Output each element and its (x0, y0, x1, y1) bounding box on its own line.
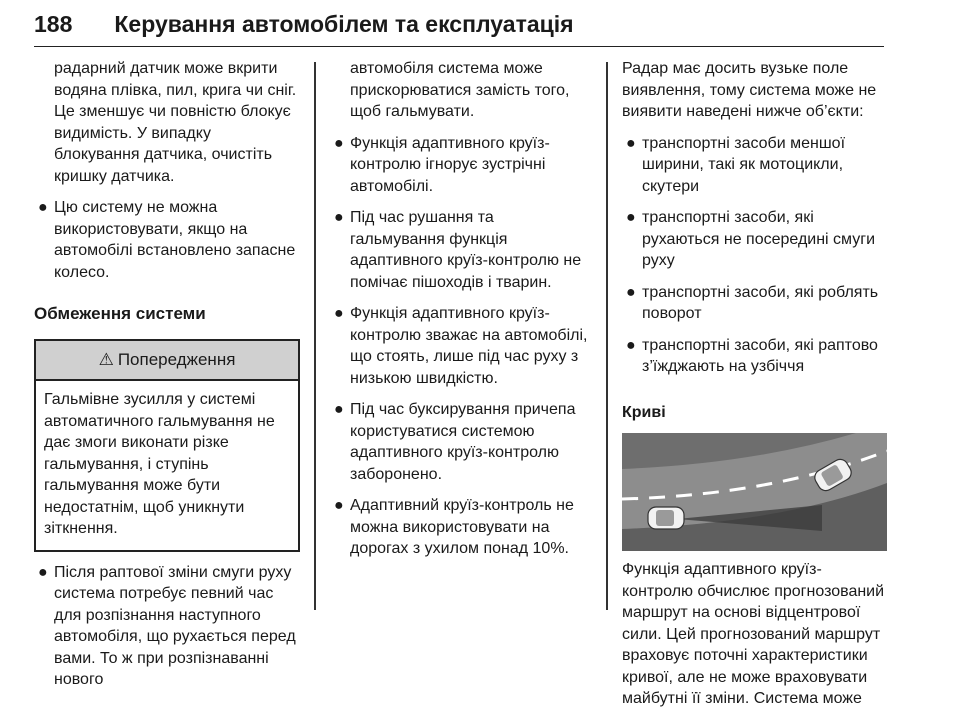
bullet-icon: ● (334, 209, 344, 226)
paragraph-continued: автомобіля система може прискорюватися замість того, щоб гальмувати. (350, 60, 570, 120)
list-item-text: транспортні засоби, які раптово з’їжджають на узбіччя (642, 336, 878, 375)
paragraph-intro: радарний датчик може вкрити водяна плівка, пил, крига чи сніг. Це зменшує чи повністю блокує видимість. У випадку блокування датчика, очистіть кришку датчика. (54, 60, 297, 185)
list-item (622, 335, 887, 378)
warning-box (34, 339, 300, 552)
list-item (622, 133, 887, 198)
list-item (330, 133, 590, 198)
bullet-icon: ● (626, 283, 636, 301)
list-item (330, 303, 590, 389)
bullet-icon: ● (626, 209, 636, 226)
section-heading-curves: Криві (622, 403, 666, 421)
list-item-text: транспортні засоби меншої ширини, такі як мотоцикли, скутери (642, 134, 846, 195)
list-item-text: Під час рушання та гальмування функція адаптивного круїз-контролю не помічає пішоходів і тварин. (350, 209, 582, 291)
bullet-icon: ● (626, 134, 636, 152)
list-item-text: Під час буксирування причепа користуватися системою адаптивного круїз-контролю заборонено. (350, 401, 576, 483)
page-header (34, 2, 884, 47)
list-item (330, 495, 590, 560)
bullet-icon: ● (334, 497, 344, 514)
bullet-icon: ● (334, 401, 344, 418)
column-divider-1 (314, 62, 316, 610)
list-item-text: транспортні засоби, які рухаються не посередині смуги руху (642, 209, 876, 269)
column-2 (330, 58, 590, 560)
warning-header (36, 341, 298, 381)
list-item (34, 197, 299, 283)
list-item-text: Цю систему не можна використовувати, якщо на автомобілі встановлено запасне колесо. (54, 199, 296, 281)
rear-car-icon (648, 507, 684, 529)
list-item-text: Функція адаптивного круїз-контролю ігнорує зустрічні автомобілі. (350, 134, 550, 195)
bullet-icon: ● (626, 336, 636, 354)
bullet-icon: ● (334, 134, 344, 152)
warning-title: Попередження (117, 350, 236, 370)
column-divider-2 (606, 62, 608, 610)
warning-icon: ⚠ (98, 350, 114, 370)
column-3 (622, 58, 887, 710)
column-1 (34, 58, 299, 691)
bullet-icon: ● (334, 305, 344, 322)
list-item (330, 399, 590, 485)
paragraph-radar: Радар має досить вузьке поле виявлення, тому система може не виявити наведені нижче об’єкти: (622, 60, 877, 120)
section-heading-limits: Обмеження системи (34, 304, 206, 323)
bullet-icon: ● (38, 199, 48, 216)
list-item (622, 282, 887, 325)
list-item (622, 207, 887, 272)
list-item (330, 207, 590, 293)
page-number: 188 (34, 10, 73, 37)
curve-illustration (622, 433, 887, 551)
bullet-icon: ● (38, 563, 48, 581)
chapter-title: Керування автомобілем та експлуатація (114, 10, 574, 37)
list-item-text: Після раптової зміни смуги руху система потребує певний час для розпізнання наступного автомобіля, що рухається перед вами. То ж при розпізнаванні нового (54, 563, 296, 688)
list-item-text: Функція адаптивного круїз-контролю зважає на автомобілі, що стоять, лише під час руху з низькою швидкістю. (350, 305, 588, 387)
warning-text: Гальмівне зусилля у системі автоматичного гальмування не дає змоги виконати різке гальмування, і ступінь гальмування може бути недостатнім, щоб уникнути зіткнення. (44, 391, 275, 537)
paragraph-curves: Функція адаптивного круїз-контролю обчислює прогнозований маршрут на основі відцентрової сили. Цей прогнозований маршрут враховує поточні характеристики кривої, але не може враховувати майбутні її зміни. Система може (622, 561, 885, 707)
list-item (34, 562, 299, 691)
list-item-text: Адаптивний круїз-контроль не можна використовувати на дорогах з ухилом понад 10%. (350, 497, 574, 557)
list-item-text: транспортні засоби, які роблять поворот (642, 283, 879, 322)
